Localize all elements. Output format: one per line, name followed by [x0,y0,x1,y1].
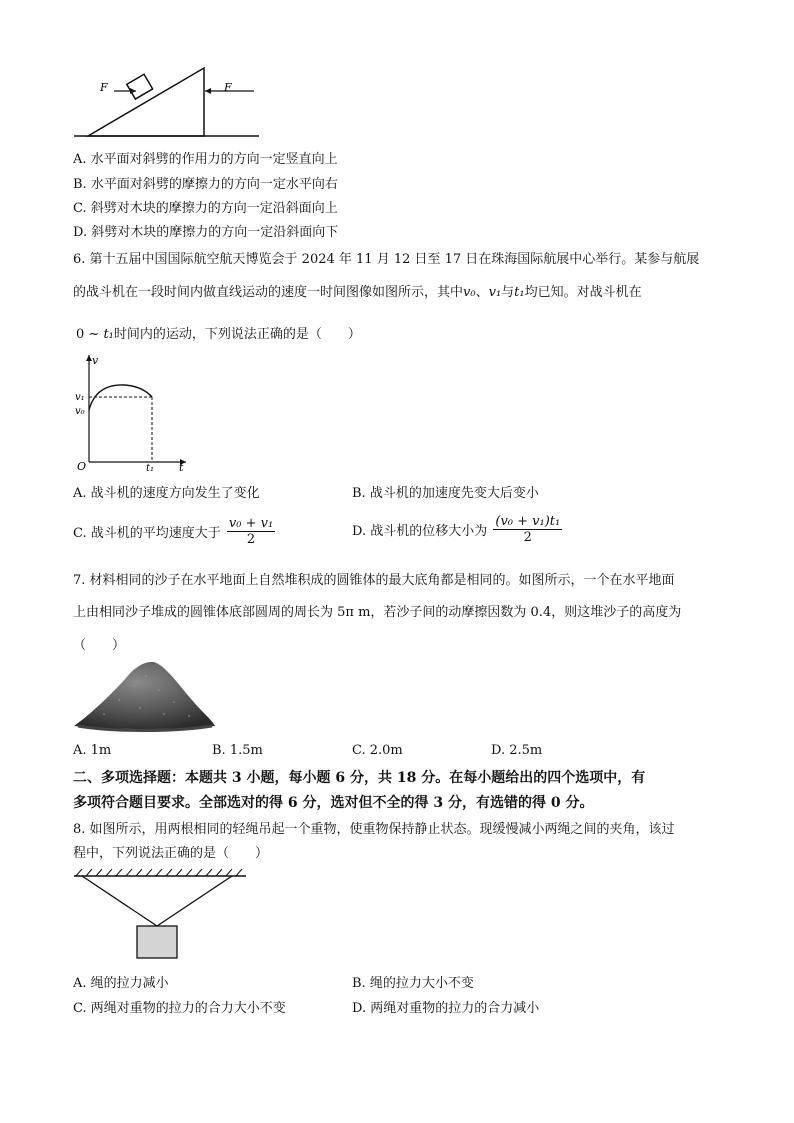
q6-option-c[interactable]: C. 战斗机的平均速度大于 $\frac{\text{v₀ + v₁}}{2}$ [73,516,274,547]
tick-label-t1: t₁ [146,463,155,474]
q8-option-b[interactable]: B. 绳的拉力大小不变 [352,976,474,991]
q7-stem-line3: （ ） [73,638,126,653]
q6-option-b[interactable]: B. 战斗机的加速度先变大后变小 [352,486,539,501]
axis-label-t: t [179,461,184,474]
section2-heading-line2: 多项符合题目要求。全部选对的得 6 分，选对但不全的得 3 分，有选错的得 0 分。 [73,795,594,811]
q7-option-a[interactable]: A. 1m [73,743,112,758]
origin-label: O [77,460,87,473]
q8-option-a[interactable]: A. 绳的拉力减小 [73,976,169,991]
tick-label-v1: v₁ [75,392,85,403]
q7-stem-line2: 上由相同沙子堆成的圆锥体底部圆周的周长为 5π m，若沙子间的动摩擦因数为 0.4，则这堆沙子的高度为 [73,605,682,620]
force-label-right: F [224,81,232,94]
q8-stem-line1: 8. 如图所示，用两根相同的轻绳吊起一个重物，使重物保持静止状态。现缓慢减小两绳之间的夹角，该过 [73,822,675,837]
q8-option-d[interactable]: D. 两绳对重物的拉力的合力减小 [352,1001,540,1016]
q5-option-a[interactable]: A. 水平面对斜劈的作用力的方向一定竖直向上 [73,152,338,167]
q5-option-d[interactable]: D. 斜劈对木块的摩擦力的方向一定沿斜面向下 [73,225,339,240]
q6-option-d[interactable]: D. 战斗机的位移大小为 $\frac{\text{(v₀ + v₁)t₁}}{2}$ [352,514,561,545]
section2-heading-line1: 二、多项选择题：本题共 3 小题，每小题 6 分，共 18 分。在每小题给出的四个选项中，有 [73,770,646,786]
wedge-diagram [74,60,264,140]
q6-option-a[interactable]: A. 战斗机的速度方向发生了变化 [73,486,260,501]
axis-label-v: v [92,354,99,367]
fraction: $\frac{\text{v₀ + v₁}}{2}$ [228,516,274,547]
q8-stem-line2: 程中，下列说法正确的是（ ） [73,846,269,861]
q6-stem-line3: 0 ~ t₁时间内的运动，下列说法正确的是（ ） [76,327,361,342]
q5-option-b[interactable]: B. 水平面对斜劈的摩擦力的方向一定水平向右 [73,177,338,192]
q5-option-c[interactable]: C. 斜劈对木块的摩擦力的方向一定沿斜面向上 [73,201,338,216]
q6-stem-line2: 的战斗机在一段时间内做直线运动的速度一时间图像如图所示，其中v₀、v₁与t₁均已知。对战斗机在 [73,285,642,300]
velocity-time-graph [74,352,189,472]
q7-stem-line1: 7. 材料相同的沙子在水平地面上自然堆积成的圆锥体的最大底角都是相同的。如图所示，一个在水平地面 [73,573,675,588]
force-label-left: F [100,81,108,94]
q6-stem-line1: 6. 第十五届中国国际航空航天博览会于 2024 年 11 月 12 日至 17 日在珠海国际航展中心举行。某参与航展 [73,252,700,267]
sand-pile-image [74,656,216,734]
fraction: $\frac{\text{(v₀ + v₁)t₁}}{2}$ [495,514,561,545]
q7-option-c[interactable]: C. 2.0m [352,743,403,758]
q7-option-d[interactable]: D. 2.5m [491,743,543,758]
q7-option-b[interactable]: B. 1.5m [212,743,263,758]
tick-label-v0: v₀ [75,406,85,417]
hanging-weight-diagram [74,868,249,960]
q8-option-c[interactable]: C. 两绳对重物的拉力的合力大小不变 [73,1001,286,1016]
